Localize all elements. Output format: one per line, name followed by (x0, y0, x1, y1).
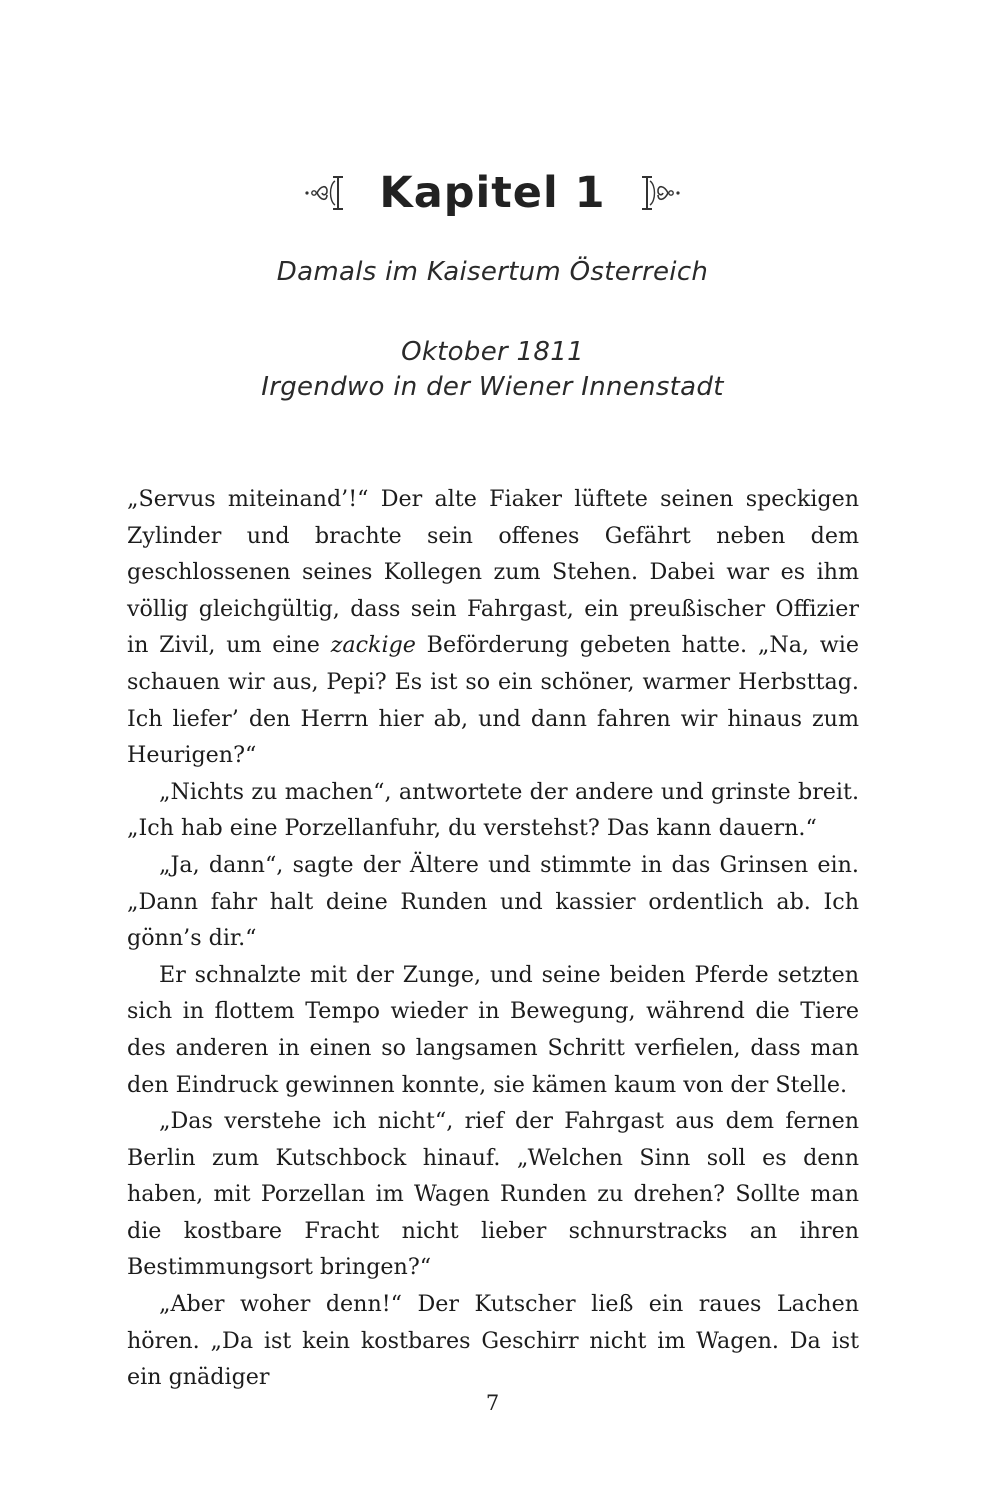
paragraph (127, 957, 859, 1103)
emphasized-text: zackige (330, 632, 416, 659)
paragraph (127, 1286, 859, 1396)
chapter-subtitle: Damals im Kaisertum Österreich (276, 257, 709, 287)
paragraph (127, 481, 859, 774)
ornament-left-icon (303, 173, 365, 213)
paragraph-text: „Servus miteinand’!“ Der alte Fiaker lüftete seinen speckigen Zylinder und brachte sein offenes Gefährt neben dem geschlossenen seines Kollegen zum Stehen. Dabei war es ihm völlig gleichgültig, dass sein Fahrgast, ein preußischer Offizier in Zivil, um eine (127, 486, 859, 659)
ornament-right-icon (620, 173, 682, 213)
paragraph-text: „Das verstehe ich nicht“, rief der Fahrgast aus dem fernen Berlin zum Kutschbock hinauf. „Welchen Sinn soll es denn haben, mit Porzellan im Wagen Runden zu drehen? Sollte man die kostbare Fracht nicht lieber schnurstracks an ihren Bestimmungsort bringen?“ (127, 1108, 859, 1281)
paragraph-text: „Aber woher denn!“ Der Kutscher ließ ein raues Lachen hören. „Da ist kein kostbares Geschirr nicht im Wagen. Da ist ein gnädiger (127, 1291, 859, 1391)
paragraph (127, 847, 859, 957)
paragraph-text: Er schnalzte mit der Zunge, und seine beiden Pferde setzten sich in flottem Tempo wieder in Bewegung, während die Tiere des anderen in einen so langsamen Schritt verfielen, dass man den Eindruck gewinnen konnte, sie kämen kaum von der Stelle. (127, 961, 859, 1098)
paragraph-text: „Nichts zu machen“, antwortete der andere und grinste breit. „Ich hab eine Porzellanfuhr, du verstehst? Das kann dauern.“ (127, 778, 859, 842)
page-number: 7 (485, 1391, 500, 1415)
paragraph (127, 774, 859, 847)
chapter-title: Kapitel 1 (379, 168, 606, 218)
paragraph-text: „Ja, dann“, sagte der Ältere und stimmte in das Grinsen ein. „Dann fahr halt deine Runden und kassier ordentlich ab. Ich gönn’s dir.“ (127, 851, 859, 952)
paragraph-text: Beförderung gebeten hatte. „Na, wie schauen wir aus, Pepi? Es ist so ein schöner, warmer Herbsttag. Ich liefer’ den Herrn hier ab, und dann fahren wir hinaus zum Heurigen?“ (127, 632, 859, 769)
body-text (127, 481, 859, 1396)
chapter-heading (0, 168, 985, 218)
chapter-date: Oktober 1811 (401, 337, 584, 367)
chapter-place: Irgendwo in der Wiener Innenstadt (261, 372, 724, 402)
paragraph (127, 1103, 859, 1286)
